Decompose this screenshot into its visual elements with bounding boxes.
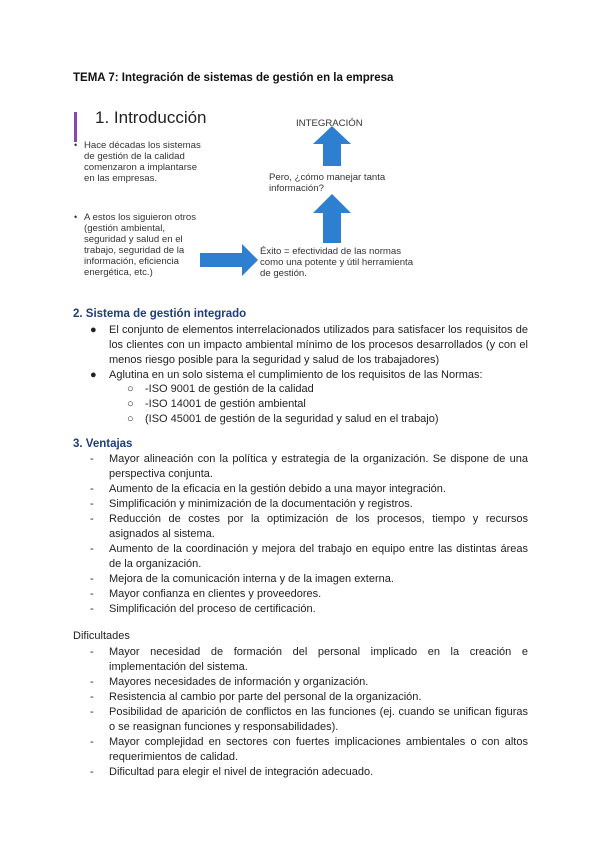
list-item: - Mayor alineación con la política y estrategia de la organización. Se dispone de una perspectiva conjunta. (90, 453, 528, 480)
section2-list (88, 323, 528, 383)
list-item: - Mejora de la comunicación interna y de la imagen externa. (90, 573, 394, 585)
list-item: - Aumento de la coordinación y mejora del trabajo en equipo entre las distintas áreas de la organización. (90, 543, 528, 570)
section2-heading: 2. Sistema de gestión integrado (73, 308, 247, 320)
difficulties-heading: Dificultades (73, 630, 130, 642)
list-item: - Mayor complejidad en sectores con fuertes implicaciones ambientales o con altos requerimientos de calidad. (90, 736, 528, 763)
title-accent-bar (74, 112, 77, 142)
page-title: TEMA 7: Integración de sistemas de gestión en la empresa (73, 72, 394, 84)
list-item: - Simplificación del proceso de certificación. (90, 603, 316, 615)
difficulties-list (88, 645, 528, 780)
introduction-diagram (60, 104, 480, 294)
diagram-bullet-1: Hace décadas los sistemas de gestión de la calidad comenzaron a implantarse en las empresas. (84, 140, 201, 184)
list-item: - Simplificación y minimización de la documentación y registros. (90, 498, 413, 510)
bullet-dot: • (74, 212, 78, 222)
success-text: Éxito = efectividad de las normas como una potente y útil herramienta de gestión. (260, 246, 414, 279)
list-item: - Mayor necesidad de formación del personal implicado en la creación e implementación del sistema. (90, 646, 528, 673)
bullet-dot: • (74, 140, 78, 150)
list-item: ○ (ISO 45001 de gestión de la seguridad y salud en el trabajo) (127, 413, 439, 425)
list-item: ● El conjunto de elementos interrelacionados utilizados para satisfacer los requisitos de los clientes con un impacto ambiental mínimo de los procesos desarrollados (y con el menos riesgo posible para la seguridad y salud de los trabajadores) (90, 324, 528, 366)
section3-heading: 3. Ventajas (73, 438, 133, 450)
question-text: Pero, ¿cómo manejar tanta información? (269, 172, 386, 194)
right-arrow-icon (200, 244, 258, 276)
list-item: - Mayores necesidades de información y organización. (90, 676, 369, 688)
section2-sublist (127, 382, 527, 427)
list-item: - Reducción de costes por la optimización de los procesos, tiempo y recursos asignados al sistema. (90, 513, 528, 540)
list-item: ● Aglutina en un solo sistema el cumplimiento de los requisitos de las Normas: (90, 369, 483, 381)
list-item: - Posibilidad de aparición de conflictos en las funciones (ej. cuando se unifican figuras o se reasignan funciones y responsabilidades). (90, 706, 528, 733)
list-item: - Dificultad para elegir el nivel de integración adecuado. (90, 766, 374, 778)
list-item: ○ -ISO 9001 de gestión de la calidad (127, 383, 314, 395)
list-item: - Aumento de la eficacia en la gestión debido a una mayor integración. (90, 483, 446, 495)
diagram-bullet-2: A estos los siguieron otros (gestión ambiental, seguridad y salud en el trabajo, seguridad de la información, eficiencia energética, etc.) (84, 212, 196, 278)
list-item: - Mayor confianza en clientes y proveedores. (90, 588, 322, 600)
list-item: - Resistencia al cambio por parte del personal de la organización. (90, 691, 422, 703)
list-item: ○ -ISO 14001 de gestión ambiental (127, 398, 306, 410)
advantages-list (88, 452, 528, 617)
diagram-title: 1. Introducción (95, 108, 207, 127)
up-arrow-upper-icon (313, 126, 351, 166)
integration-label: INTEGRACIÓN (296, 118, 363, 129)
up-arrow-lower-icon (313, 194, 351, 243)
